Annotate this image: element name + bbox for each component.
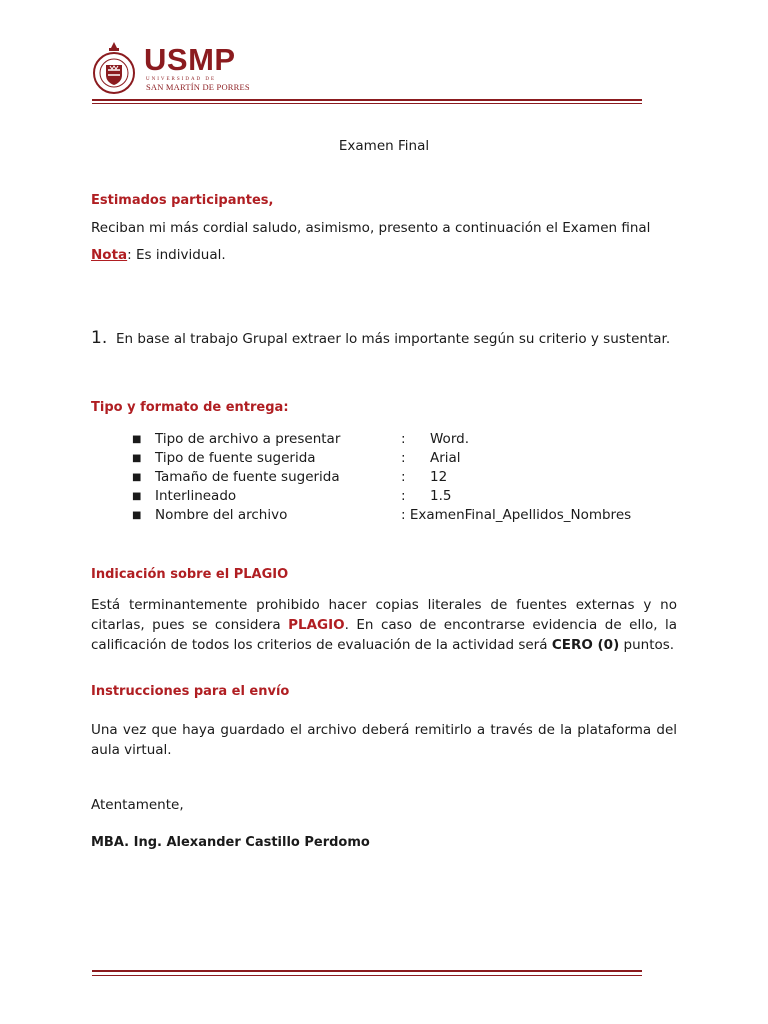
plagio-text: citarlas, pues se considera xyxy=(91,617,289,633)
bullet-icon: ■ xyxy=(132,453,142,464)
brand-subtitle: UNIVERSIDAD DE xyxy=(146,77,217,82)
format-colon: : xyxy=(401,469,406,485)
header-divider-thin xyxy=(92,103,642,104)
page-title: Examen Final xyxy=(338,138,430,154)
plagio-line-3 xyxy=(91,635,674,655)
format-label: Tipo de archivo a presentar xyxy=(155,431,341,447)
greeting-heading: Estimados participantes, xyxy=(91,193,274,208)
plagio-heading: Indicación sobre el PLAGIO xyxy=(91,567,289,582)
envio-line-2: aula virtual. xyxy=(91,742,172,758)
nota-label: Nota xyxy=(91,247,128,263)
nota-text: : Es individual. xyxy=(127,247,226,263)
list-item xyxy=(132,487,692,506)
plagio-text: calificación de todos los criterios de evaluación de la actividad será xyxy=(91,637,552,653)
list-item xyxy=(132,468,692,487)
format-colon: : xyxy=(401,431,406,447)
brand-university-name: SAN MARTÍN DE PORRES xyxy=(146,82,250,92)
signature: MBA. Ing. Alexander Castillo Perdomo xyxy=(91,835,370,850)
footer-divider-thin xyxy=(92,975,642,976)
bullet-icon: ■ xyxy=(132,434,142,445)
format-value: Word. xyxy=(430,431,469,447)
plagio-line-2 xyxy=(91,615,677,635)
list-item xyxy=(132,506,692,525)
footer-divider xyxy=(92,970,642,972)
zero-score: CERO (0) xyxy=(551,637,620,653)
question-number: 1. xyxy=(91,328,108,348)
plagio-keyword: PLAGIO xyxy=(288,617,345,633)
intro-text: Reciban mi más cordial saludo, asimismo, presento a continuación el Examen final xyxy=(91,220,651,236)
format-colon: : xyxy=(401,450,406,466)
format-value: : ExamenFinal_Apellidos_Nombres xyxy=(401,507,632,523)
format-colon: : xyxy=(401,488,406,504)
format-heading: Tipo y formato de entrega: xyxy=(91,400,289,415)
bullet-icon: ■ xyxy=(132,510,142,521)
closing-text: Atentamente, xyxy=(91,797,184,813)
list-item xyxy=(132,449,692,468)
plagio-text: puntos. xyxy=(619,637,675,653)
list-item xyxy=(132,430,692,449)
format-label: Interlineado xyxy=(155,488,237,504)
format-label: Tamaño de fuente sugerida xyxy=(155,469,340,485)
usmp-logo xyxy=(92,40,252,96)
envio-heading: Instrucciones para el envío xyxy=(91,684,290,699)
format-label: Nombre del archivo xyxy=(155,507,288,523)
format-value: Arial xyxy=(430,450,461,466)
bullet-icon: ■ xyxy=(132,472,142,483)
header-divider xyxy=(92,99,642,101)
university-seal-icon xyxy=(92,40,136,96)
brand-name: USMP xyxy=(144,42,236,77)
format-label: Tipo de fuente sugerida xyxy=(155,450,316,466)
question-text: En base al trabajo Grupal extraer lo más importante según su criterio y sustentar. xyxy=(116,331,671,347)
plagio-text: . En caso de encontrarse evidencia de ello, la xyxy=(344,617,678,633)
envio-line-1: Una vez que haya guardado el archivo deberá remitirlo a través de la plataforma del xyxy=(91,722,677,738)
format-value: 12 xyxy=(430,469,448,485)
bullet-icon: ■ xyxy=(132,491,142,502)
format-value: 1.5 xyxy=(430,488,452,504)
plagio-line-1: Está terminantemente prohibido hacer copias literales de fuentes externas y no xyxy=(91,597,677,613)
nota-line xyxy=(91,247,226,263)
